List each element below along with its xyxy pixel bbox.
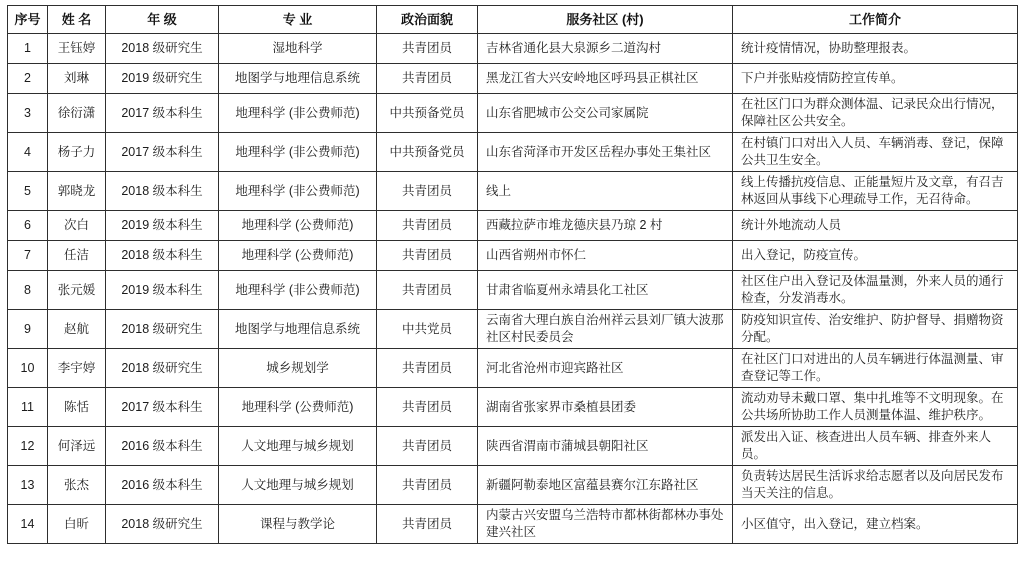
cell-grade: 2018 级研究生: [106, 34, 219, 64]
cell-index: 12: [8, 427, 48, 466]
cell-grade: 2018 级研究生: [106, 349, 219, 388]
cell-index: 10: [8, 349, 48, 388]
table-row: [8, 94, 1018, 133]
table-row: [8, 349, 1018, 388]
column-header-political-status: 政治面貌: [377, 6, 478, 34]
cell-grade: 2017 级本科生: [106, 388, 219, 427]
cell-political-status: 共青团员: [377, 466, 478, 505]
cell-index: 11: [8, 388, 48, 427]
cell-community: 山东省肥城市公交公司家属院: [478, 94, 733, 133]
column-header-index: 序号: [8, 6, 48, 34]
cell-name: 次白: [48, 211, 106, 241]
table-row: [8, 271, 1018, 310]
cell-major: 地理科学 (非公费师范): [219, 172, 377, 211]
cell-name: 李宇婷: [48, 349, 106, 388]
cell-grade: 2019 级本科生: [106, 271, 219, 310]
cell-work-intro: 线上传播抗疫信息、正能量短片及文章，有召吉林返回从事线下心理疏导工作，无召待命。: [733, 172, 1018, 211]
cell-community: 山西省朔州市怀仁: [478, 241, 733, 271]
cell-index: 8: [8, 271, 48, 310]
cell-name: 刘琳: [48, 64, 106, 94]
cell-index: 5: [8, 172, 48, 211]
cell-grade: 2018 级研究生: [106, 310, 219, 349]
cell-major: 地理科学 (非公费师范): [219, 271, 377, 310]
cell-political-status: 中共预备党员: [377, 133, 478, 172]
cell-name: 任洁: [48, 241, 106, 271]
cell-major: 地理科学 (非公费师范): [219, 133, 377, 172]
cell-community: 黑龙江省大兴安岭地区呼玛县正棋社区: [478, 64, 733, 94]
column-header-name: 姓 名: [48, 6, 106, 34]
cell-work-intro: 社区住户出入登记及体温量测，外来人员的通行检查，分发消毒水。: [733, 271, 1018, 310]
cell-major: 地理科学 (公费师范): [219, 388, 377, 427]
table-row: [8, 172, 1018, 211]
column-header-work-intro: 工作简介: [733, 6, 1018, 34]
table-row: [8, 241, 1018, 271]
cell-name: 白昕: [48, 505, 106, 544]
cell-community: 线上: [478, 172, 733, 211]
cell-work-intro: 在社区门口对进出的人员车辆进行体温测量、审查登记等工作。: [733, 349, 1018, 388]
table-row: [8, 388, 1018, 427]
cell-political-status: 共青团员: [377, 64, 478, 94]
cell-work-intro: 小区值守，出入登记，建立档案。: [733, 505, 1018, 544]
cell-major: 湿地科学: [219, 34, 377, 64]
cell-major: 城乡规划学: [219, 349, 377, 388]
cell-political-status: 共青团员: [377, 34, 478, 64]
table-row: [8, 466, 1018, 505]
cell-name: 张元媛: [48, 271, 106, 310]
cell-index: 3: [8, 94, 48, 133]
table-row: [8, 34, 1018, 64]
table-row: [8, 211, 1018, 241]
cell-community: 西藏拉萨市堆龙德庆县乃琼 2 村: [478, 211, 733, 241]
cell-major: 人文地理与城乡规划: [219, 466, 377, 505]
cell-name: 赵航: [48, 310, 106, 349]
cell-name: 郭晓龙: [48, 172, 106, 211]
table-body: [8, 34, 1018, 544]
cell-political-status: 共青团员: [377, 172, 478, 211]
column-header-grade: 年 级: [106, 6, 219, 34]
cell-community: 甘肃省临夏州永靖县化工社区: [478, 271, 733, 310]
table-row: [8, 133, 1018, 172]
cell-grade: 2017 级本科生: [106, 94, 219, 133]
cell-community: 吉林省通化县大泉源乡二道沟村: [478, 34, 733, 64]
cell-index: 1: [8, 34, 48, 64]
cell-index: 13: [8, 466, 48, 505]
cell-major: 地理科学 (公费师范): [219, 211, 377, 241]
cell-work-intro: 流动劝导未戴口罩、集中扎堆等不文明现象。在公共场所协助工作人员测量体温、维护秩序。: [733, 388, 1018, 427]
cell-grade: 2018 级本科生: [106, 241, 219, 271]
cell-community: 山东省菏泽市开发区岳程办事处王集社区: [478, 133, 733, 172]
volunteer-roster-table: [7, 5, 1018, 544]
cell-grade: 2019 级研究生: [106, 64, 219, 94]
cell-grade: 2016 级本科生: [106, 466, 219, 505]
cell-political-status: 中共预备党员: [377, 94, 478, 133]
cell-grade: 2016 级本科生: [106, 427, 219, 466]
cell-political-status: 共青团员: [377, 388, 478, 427]
cell-index: 4: [8, 133, 48, 172]
cell-community: 湖南省张家界市桑植县团委: [478, 388, 733, 427]
cell-grade: 2019 级本科生: [106, 211, 219, 241]
cell-work-intro: 负责转达居民生活诉求给志愿者以及向居民发布当天关注的信息。: [733, 466, 1018, 505]
cell-political-status: 中共党员: [377, 310, 478, 349]
cell-grade: 2017 级本科生: [106, 133, 219, 172]
cell-work-intro: 统计疫情情况，协助整理报表。: [733, 34, 1018, 64]
column-header-major: 专 业: [219, 6, 377, 34]
cell-major: 地图学与地理信息系统: [219, 64, 377, 94]
cell-community: 内蒙古兴安盟乌兰浩特市都林街都林办事处建兴社区: [478, 505, 733, 544]
cell-community: 陕西省渭南市蒲城县朝阳社区: [478, 427, 733, 466]
cell-name: 杨子力: [48, 133, 106, 172]
column-header-community: 服务社区 (村): [478, 6, 733, 34]
cell-political-status: 共青团员: [377, 349, 478, 388]
cell-political-status: 共青团员: [377, 241, 478, 271]
cell-political-status: 共青团员: [377, 271, 478, 310]
cell-name: 王钰婷: [48, 34, 106, 64]
cell-grade: 2018 级研究生: [106, 505, 219, 544]
cell-major: 地图学与地理信息系统: [219, 310, 377, 349]
cell-name: 徐衍潇: [48, 94, 106, 133]
cell-work-intro: 出入登记，防疫宣传。: [733, 241, 1018, 271]
cell-index: 2: [8, 64, 48, 94]
table-row: [8, 64, 1018, 94]
cell-name: 陈恬: [48, 388, 106, 427]
table-row: [8, 310, 1018, 349]
cell-index: 9: [8, 310, 48, 349]
cell-index: 6: [8, 211, 48, 241]
cell-work-intro: 统计外地流动人员: [733, 211, 1018, 241]
cell-major: 人文地理与城乡规划: [219, 427, 377, 466]
header-row: [8, 6, 1018, 34]
cell-index: 7: [8, 241, 48, 271]
cell-work-intro: 在村镇门口对出入人员、车辆消毒、登记，保障公共卫生安全。: [733, 133, 1018, 172]
cell-major: 课程与教学论: [219, 505, 377, 544]
cell-political-status: 共青团员: [377, 427, 478, 466]
cell-community: 新疆阿勒泰地区富蕴县赛尔江东路社区: [478, 466, 733, 505]
cell-community: 河北省沧州市迎宾路社区: [478, 349, 733, 388]
cell-work-intro: 防疫知识宣传、治安维护、防护督导、捐赠物资分配。: [733, 310, 1018, 349]
table-row: [8, 427, 1018, 466]
cell-political-status: 共青团员: [377, 505, 478, 544]
cell-community: 云南省大理白族自治州祥云县刘厂镇大波那社区村民委员会: [478, 310, 733, 349]
cell-work-intro: 派发出入证、核查进出人员车辆、排查外来人员。: [733, 427, 1018, 466]
cell-political-status: 共青团员: [377, 211, 478, 241]
cell-name: 何泽远: [48, 427, 106, 466]
cell-work-intro: 在社区门口为群众测体温、记录民众出行情况，保障社区公共安全。: [733, 94, 1018, 133]
cell-work-intro: 下户并张贴疫情防控宣传单。: [733, 64, 1018, 94]
table-row: [8, 505, 1018, 544]
cell-major: 地理科学 (非公费师范): [219, 94, 377, 133]
cell-index: 14: [8, 505, 48, 544]
cell-major: 地理科学 (公费师范): [219, 241, 377, 271]
cell-name: 张杰: [48, 466, 106, 505]
cell-grade: 2018 级本科生: [106, 172, 219, 211]
